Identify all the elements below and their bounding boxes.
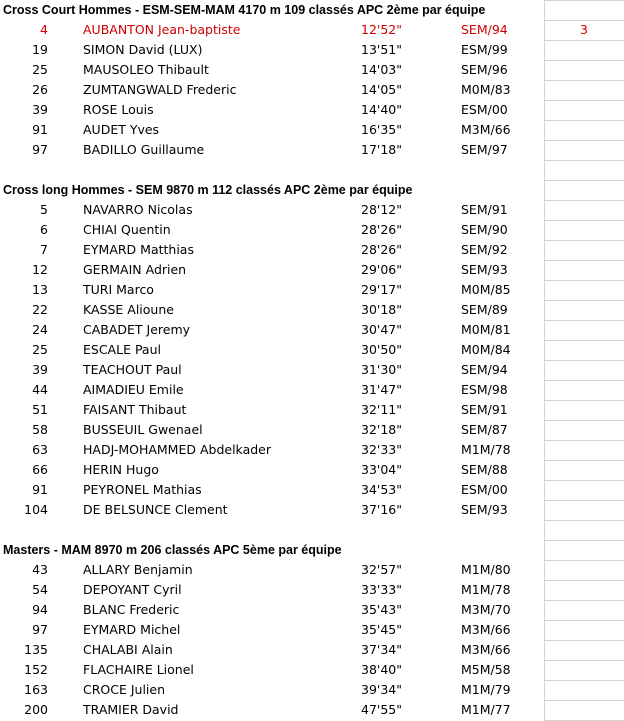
category-cell: SEM/91 xyxy=(461,402,508,417)
time-cell: 32'33" xyxy=(361,442,402,457)
time-cell: 38'40" xyxy=(361,662,402,677)
row-divider xyxy=(544,640,624,641)
result-row[interactable] xyxy=(0,340,624,360)
result-row[interactable] xyxy=(0,320,624,340)
result-row[interactable] xyxy=(0,400,624,420)
category-cell: M0M/85 xyxy=(461,282,511,297)
row-divider xyxy=(544,120,624,121)
athlete-name-cell: HADJ-MOHAMMED Abdelkader xyxy=(83,442,271,457)
category-cell: M0M/81 xyxy=(461,322,511,337)
time-cell: 13'51" xyxy=(361,42,402,57)
category-cell: M1M/80 xyxy=(461,562,511,577)
time-cell: 31'47" xyxy=(361,382,402,397)
time-cell: 34'53" xyxy=(361,482,402,497)
athlete-name-cell: CABADET Jeremy xyxy=(83,322,191,337)
row-divider xyxy=(544,360,624,361)
time-cell: 28'26" xyxy=(361,222,402,237)
rank-cell: 26 xyxy=(32,82,48,97)
category-cell: M1M/78 xyxy=(461,582,511,597)
result-row[interactable] xyxy=(0,360,624,380)
row-divider xyxy=(544,80,624,81)
row-divider xyxy=(544,180,624,181)
result-row[interactable] xyxy=(0,420,624,440)
category-cell: ESM/99 xyxy=(461,42,508,57)
time-cell: 37'34" xyxy=(361,642,402,657)
rank-cell: 12 xyxy=(32,262,48,277)
result-row[interactable] xyxy=(0,100,624,120)
time-cell: 39'34" xyxy=(361,682,402,697)
row-divider xyxy=(544,60,624,61)
row-divider xyxy=(544,400,624,401)
category-cell: SEM/92 xyxy=(461,242,508,257)
athlete-name-cell: BADILLO Guillaume xyxy=(83,142,205,157)
category-cell: ESM/98 xyxy=(461,382,508,397)
athlete-name-cell: BLANC Frederic xyxy=(83,602,180,617)
time-cell: 33'33" xyxy=(361,582,402,597)
row-divider xyxy=(544,20,624,21)
row-divider xyxy=(544,160,624,161)
category-cell: SEM/96 xyxy=(461,62,508,77)
athlete-name-cell: MAUSOLEO Thibault xyxy=(83,62,209,77)
category-cell: M0M/83 xyxy=(461,82,511,97)
result-row[interactable] xyxy=(0,20,624,40)
row-divider xyxy=(544,560,624,561)
category-cell: SEM/94 xyxy=(461,362,508,377)
result-row[interactable] xyxy=(0,580,624,600)
section-header: Cross long Hommes - SEM 9870 m 112 classés APC 2ème par équipe xyxy=(3,183,413,197)
category-cell: ESM/00 xyxy=(461,482,508,497)
athlete-name-cell: ROSE Louis xyxy=(83,102,154,117)
rank-cell: 200 xyxy=(24,702,48,717)
athlete-name-cell: TURI Marco xyxy=(83,282,154,297)
category-cell: M5M/58 xyxy=(461,662,511,677)
rank-cell: 19 xyxy=(32,42,48,57)
row-divider xyxy=(544,700,624,701)
time-cell: 32'57" xyxy=(361,562,402,577)
time-cell: 28'12" xyxy=(361,202,402,217)
athlete-name-cell: DEPOYANT Cyril xyxy=(83,582,182,597)
row-divider xyxy=(544,460,624,461)
row-divider xyxy=(544,380,624,381)
row-divider xyxy=(544,300,624,301)
result-row[interactable] xyxy=(0,500,624,520)
result-row[interactable] xyxy=(0,660,624,680)
result-row[interactable] xyxy=(0,620,624,640)
time-cell: 16'35" xyxy=(361,122,402,137)
row-divider xyxy=(544,500,624,501)
athlete-name-cell: GERMAIN Adrien xyxy=(83,262,187,277)
time-cell: 47'55" xyxy=(361,702,402,717)
athlete-name-cell: PEYRONEL Mathias xyxy=(83,482,202,497)
rank-cell: 104 xyxy=(24,502,48,517)
section-header: Cross Court Hommes - ESM-SEM-MAM 4170 m 109 classés APC 2ème par équipe xyxy=(3,3,486,17)
section-header: Masters - MAM 8970 m 206 classés APC 5ème par équipe xyxy=(3,543,342,557)
time-cell: 35'45" xyxy=(361,622,402,637)
athlete-name-cell: DE BELSUNCE Clement xyxy=(83,502,228,517)
athlete-name-cell: BUSSEUIL Gwenael xyxy=(83,422,203,437)
category-cell: SEM/87 xyxy=(461,422,508,437)
rank-cell: 6 xyxy=(40,222,48,237)
athlete-name-cell: AUBANTON Jean-baptiste xyxy=(83,22,241,37)
athlete-name-cell: EYMARD Matthias xyxy=(83,242,194,257)
rank-cell: 152 xyxy=(24,662,48,677)
category-cell: ESM/00 xyxy=(461,102,508,117)
category-cell: SEM/97 xyxy=(461,142,508,157)
result-row[interactable] xyxy=(0,80,624,100)
category-cell: M1M/77 xyxy=(461,702,511,717)
rank-cell: 135 xyxy=(24,642,48,657)
rank-cell: 58 xyxy=(32,422,48,437)
category-cell: M3M/66 xyxy=(461,122,511,137)
rank-cell: 7 xyxy=(40,242,48,257)
row-divider xyxy=(544,220,624,221)
row-divider xyxy=(544,320,624,321)
rank-cell: 44 xyxy=(32,382,48,397)
rank-cell: 4 xyxy=(40,22,48,37)
time-cell: 29'17" xyxy=(361,282,402,297)
team-rank-cell: 3 xyxy=(580,22,588,37)
result-row[interactable] xyxy=(0,280,624,300)
category-cell: M1M/78 xyxy=(461,442,511,457)
category-cell: M3M/66 xyxy=(461,622,511,637)
section-header-row[interactable] xyxy=(0,180,624,200)
rank-cell: 22 xyxy=(32,302,48,317)
time-cell: 31'30" xyxy=(361,362,402,377)
rank-cell: 25 xyxy=(32,62,48,77)
athlete-name-cell: KASSE Alioune xyxy=(83,302,174,317)
time-cell: 30'50" xyxy=(361,342,402,357)
category-cell: M0M/84 xyxy=(461,342,511,357)
rank-cell: 43 xyxy=(32,562,48,577)
category-cell: SEM/88 xyxy=(461,462,508,477)
result-row[interactable] xyxy=(0,380,624,400)
row-divider xyxy=(544,580,624,581)
row-divider xyxy=(544,200,624,201)
rank-cell: 39 xyxy=(32,102,48,117)
time-cell: 28'26" xyxy=(361,242,402,257)
category-cell: SEM/91 xyxy=(461,202,508,217)
rank-cell: 97 xyxy=(32,622,48,637)
row-divider xyxy=(544,440,624,441)
row-divider xyxy=(544,600,624,601)
result-row[interactable] xyxy=(0,40,624,60)
rank-cell: 13 xyxy=(32,282,48,297)
category-cell: SEM/94 xyxy=(461,22,508,37)
athlete-name-cell: ALLARY Benjamin xyxy=(83,562,193,577)
athlete-name-cell: AUDET Yves xyxy=(83,122,160,137)
rank-cell: 39 xyxy=(32,362,48,377)
category-cell: M3M/70 xyxy=(461,602,511,617)
result-row[interactable] xyxy=(0,120,624,140)
row-divider xyxy=(544,520,624,521)
time-cell: 37'16" xyxy=(361,502,402,517)
row-divider xyxy=(544,340,624,341)
rank-cell: 91 xyxy=(32,482,48,497)
time-cell: 32'18" xyxy=(361,422,402,437)
time-cell: 12'52" xyxy=(361,22,402,37)
category-cell: SEM/93 xyxy=(461,262,508,277)
athlete-name-cell: TEACHOUT Paul xyxy=(83,362,182,377)
result-row[interactable] xyxy=(0,60,624,80)
rank-cell: 163 xyxy=(24,682,48,697)
rank-cell: 97 xyxy=(32,142,48,157)
row-divider xyxy=(544,680,624,681)
rank-cell: 66 xyxy=(32,462,48,477)
athlete-name-cell: NAVARRO Nicolas xyxy=(83,202,193,217)
time-cell: 33'04" xyxy=(361,462,402,477)
result-row[interactable] xyxy=(0,480,624,500)
row-divider xyxy=(544,100,624,101)
row-divider xyxy=(544,280,624,281)
time-cell: 14'40" xyxy=(361,102,402,117)
row-divider xyxy=(544,540,624,541)
row-divider xyxy=(544,660,624,661)
row-divider xyxy=(544,480,624,481)
result-row[interactable] xyxy=(0,220,624,240)
rank-cell: 63 xyxy=(32,442,48,457)
result-row[interactable] xyxy=(0,440,624,460)
result-row[interactable] xyxy=(0,460,624,480)
result-row[interactable] xyxy=(0,560,624,580)
rank-cell: 51 xyxy=(32,402,48,417)
result-row[interactable] xyxy=(0,260,624,280)
section-header-row[interactable] xyxy=(0,0,624,20)
row-divider xyxy=(544,620,624,621)
rank-cell: 25 xyxy=(32,342,48,357)
row-divider xyxy=(544,260,624,261)
time-cell: 32'11" xyxy=(361,402,402,417)
result-row[interactable] xyxy=(0,700,624,720)
rank-cell: 24 xyxy=(32,322,48,337)
result-row[interactable] xyxy=(0,600,624,620)
category-cell: M1M/79 xyxy=(461,682,511,697)
athlete-name-cell: FLACHAIRE Lionel xyxy=(83,662,194,677)
result-row[interactable] xyxy=(0,140,624,160)
result-row[interactable] xyxy=(0,240,624,260)
row-divider xyxy=(544,240,624,241)
row-divider xyxy=(544,40,624,41)
row-divider xyxy=(544,140,624,141)
category-cell: SEM/90 xyxy=(461,222,508,237)
athlete-name-cell: CHALABI Alain xyxy=(83,642,173,657)
result-row[interactable] xyxy=(0,300,624,320)
row-divider xyxy=(544,420,624,421)
athlete-name-cell: EYMARD Michel xyxy=(83,622,181,637)
time-cell: 14'03" xyxy=(361,62,402,77)
athlete-name-cell: ESCALE Paul xyxy=(83,342,161,357)
time-cell: 30'18" xyxy=(361,302,402,317)
time-cell: 30'47" xyxy=(361,322,402,337)
time-cell: 29'06" xyxy=(361,262,402,277)
rank-cell: 91 xyxy=(32,122,48,137)
athlete-name-cell: CROCE Julien xyxy=(83,682,166,697)
athlete-name-cell: AIMADIEU Emile xyxy=(83,382,184,397)
category-cell: SEM/89 xyxy=(461,302,508,317)
result-row[interactable] xyxy=(0,680,624,700)
athlete-name-cell: SIMON David (LUX) xyxy=(83,42,203,57)
time-cell: 17'18" xyxy=(361,142,402,157)
athlete-name-cell: FAISANT Thibaut xyxy=(83,402,187,417)
athlete-name-cell: CHIAI Quentin xyxy=(83,222,171,237)
time-cell: 35'43" xyxy=(361,602,402,617)
athlete-name-cell: TRAMIER David xyxy=(83,702,179,717)
result-row[interactable] xyxy=(0,640,624,660)
rank-cell: 54 xyxy=(32,582,48,597)
category-cell: SEM/93 xyxy=(461,502,508,517)
row-divider xyxy=(544,0,624,1)
athlete-name-cell: HERIN Hugo xyxy=(83,462,159,477)
section-header-row[interactable] xyxy=(0,540,624,560)
result-row[interactable] xyxy=(0,200,624,220)
athlete-name-cell: ZUMTANGWALD Frederic xyxy=(83,82,237,97)
rank-cell: 5 xyxy=(40,202,48,217)
rank-cell: 94 xyxy=(32,602,48,617)
category-cell: M3M/66 xyxy=(461,642,511,657)
time-cell: 14'05" xyxy=(361,82,402,97)
